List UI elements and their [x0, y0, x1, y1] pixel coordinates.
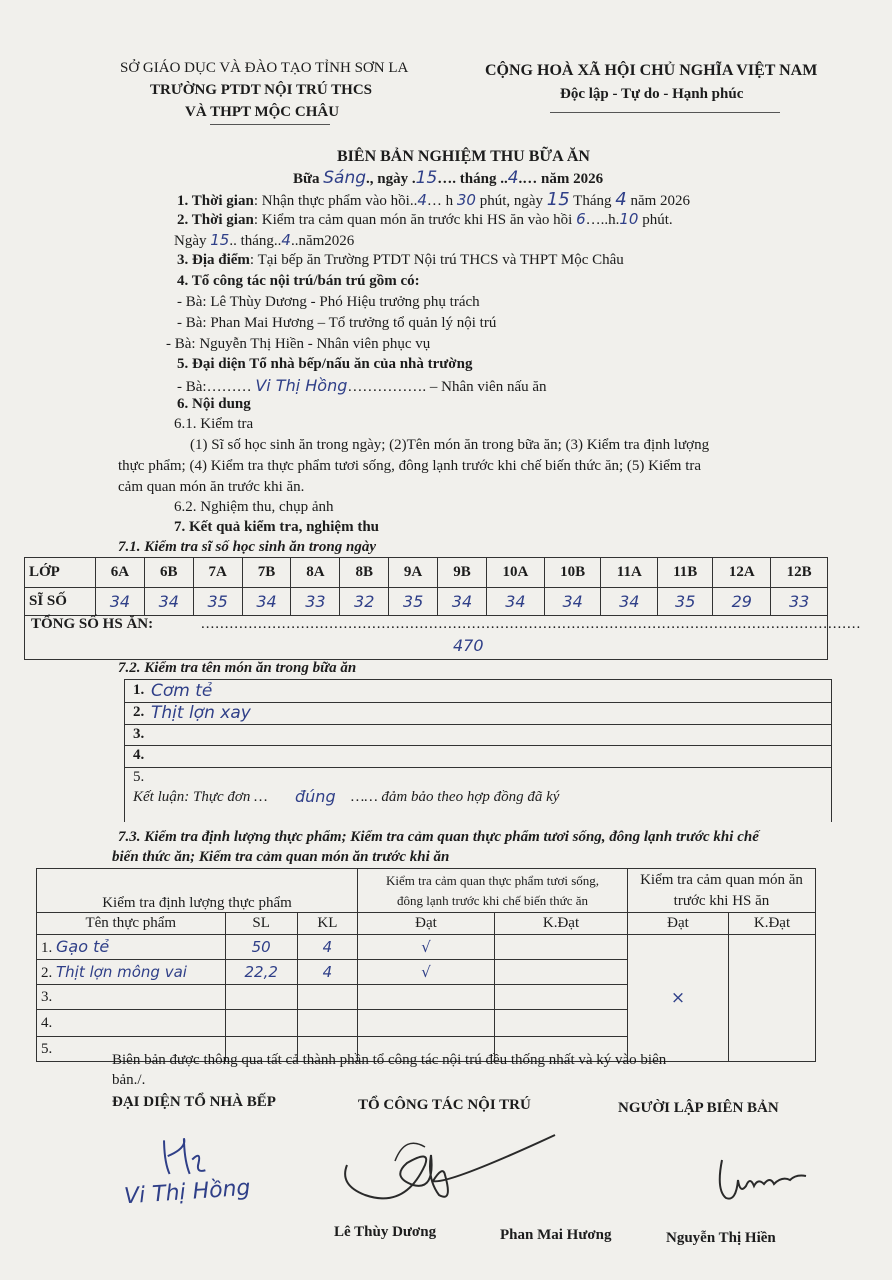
section-6-1-text-line2: thực phẩm; (4) Kiểm tra thực phẩm tươi sống, đông lạnh trước khi chế biến thức ăn; (5) Kiểm tra — [118, 458, 702, 474]
class-header: LỚP — [25, 558, 96, 588]
section-7-1-heading: 7.1. Kiểm tra sĩ số học sinh ăn trong ngày — [118, 539, 376, 555]
section-7-2-heading: 7.2. Kiểm tra tên món ăn trong bữa ăn — [118, 660, 357, 676]
section-2-time: 2. Thời gian: Kiểm tra cảm quan món ăn trước khi HS ăn vào hồi 6…..h.10 phút. — [177, 210, 673, 228]
closing-text-line2: bản./. — [112, 1072, 146, 1088]
cook-line: - Bà:……… Vi Thị Hồng……………. – Nhân viên nấu ăn — [177, 376, 547, 395]
signature-boarding-mark — [335, 1125, 575, 1225]
section-7-3-heading-line1: 7.3. Kiểm tra định lượng thực phẩm; Kiểm tra cảm quan thực phẩm tươi sống, đông lạnh trước khi chế — [118, 829, 759, 845]
food-row-5: 5. — [37, 1037, 816, 1062]
section-6-1-text-line3: cảm quan món ăn trước khi ăn. — [118, 479, 305, 495]
nation-motto: Độc lập - Tự do - Hạnh phúc — [560, 86, 744, 102]
member-1: - Bà: Lê Thùy Dương - Phó Hiệu trưởng phụ trách — [177, 294, 480, 310]
sig-header-recorder: NGƯỜI LẬP BIÊN BẢN — [618, 1100, 779, 1116]
food-row-2: 2. Thịt lợn mông vai 22,2 4 √ — [37, 960, 816, 985]
class-10b: 10B — [544, 558, 601, 588]
document-title: BIÊN BẢN NGHIỆM THU BỮA ĂN — [337, 148, 590, 165]
count-10b: 34 — [544, 588, 601, 616]
section-6-1-text-line1: (1) Sĩ số học sinh ăn trong ngày; (2)Tên món ăn trong bữa ăn; (3) Kiểm tra định lượng — [190, 437, 710, 453]
dish-row-5-conclusion: 5. Kết luận: Thực đơn … đúng …… đảm bảo theo hợp đồng đã ký — [133, 769, 560, 806]
count-9b: 34 — [438, 588, 487, 616]
dish-list — [124, 679, 832, 822]
count-header: SĨ SỐ — [25, 588, 96, 616]
sig-header-kitchen: ĐẠI DIỆN TỔ NHÀ BẾP — [112, 1094, 276, 1110]
fresh-check-header: Kiểm tra cảm quan thực phẩm tươi sống, đông lạnh trước khi chế biến thức ăn — [358, 869, 628, 913]
class-10a: 10A — [486, 558, 544, 588]
food-row-4: 4. — [37, 1010, 816, 1037]
section-7-heading: 7. Kết quả kiểm tra, nghiệm thu — [174, 519, 380, 535]
school-name-line1: TRƯỜNG PTDT NỘI TRÚ THCS — [150, 82, 372, 98]
sig-name-duong: Lê Thùy Dương — [334, 1224, 437, 1240]
section-3-location: 3. Địa điểm: Tại bếp ăn Trường PTDT Nội trú THCS và THPT Mộc Châu — [177, 252, 624, 268]
section-6-1: 6.1. Kiểm tra — [174, 416, 254, 432]
section-6-2: 6.2. Nghiệm thu, chụp ảnh — [174, 499, 334, 515]
total-value: 470 — [453, 636, 484, 655]
kl-header: KL — [297, 913, 357, 935]
dish-row-1: 1. Cơm tẻ — [125, 680, 831, 703]
count-11a: 34 — [601, 588, 658, 616]
before-pass-header: Đạt — [628, 913, 729, 935]
class-8a: 8A — [291, 558, 340, 588]
sig-name-huong: Phan Mai Hương — [500, 1227, 612, 1243]
food-check-table — [36, 868, 816, 1062]
section-5-heading: 5. Đại diện Tổ nhà bếp/nấu ăn của nhà trường — [177, 356, 473, 372]
before-eat-check-header: Kiểm tra cảm quan món ăn trước khi HS ăn — [628, 869, 816, 913]
nation-name: CỘNG HOÀ XÃ HỘI CHỦ NGHĨA VIỆT NAM — [485, 62, 818, 79]
count-12a: 29 — [713, 588, 771, 616]
dish-row-3: 3. — [125, 724, 831, 746]
section-6-heading: 6. Nội dung — [177, 396, 251, 412]
count-6b: 34 — [144, 588, 193, 616]
header-underline-left — [210, 124, 330, 125]
class-11a: 11A — [601, 558, 658, 588]
count-12b: 33 — [771, 588, 828, 616]
count-9a: 35 — [389, 588, 438, 616]
section-7-3-heading-line2: biến thức ăn; Kiểm tra cảm quan món ăn trước khi ăn — [112, 849, 450, 865]
section-2-date: Ngày 15.. tháng..4..năm2026 — [174, 231, 355, 249]
count-6a: 34 — [96, 588, 145, 616]
class-7a: 7A — [193, 558, 242, 588]
fresh-pass-header: Đạt — [358, 913, 495, 935]
class-9a: 9A — [389, 558, 438, 588]
count-7a: 35 — [193, 588, 242, 616]
count-10a: 34 — [486, 588, 544, 616]
before-fail-header: K.Đạt — [729, 913, 816, 935]
dish-row-2: 2. Thịt lợn xay — [125, 702, 831, 725]
count-7b: 34 — [242, 588, 291, 616]
quantity-check-header: Kiểm tra định lượng thực phẩm — [37, 869, 358, 913]
fresh-fail-header: K.Đạt — [495, 913, 628, 935]
school-name-line2: VÀ THPT MỘC CHÂU — [185, 104, 340, 120]
class-6b: 6B — [144, 558, 193, 588]
count-8b: 32 — [340, 588, 389, 616]
food-name-header: Tên thực phẩm — [37, 913, 226, 935]
department-name: SỞ GIÁO DỤC VÀ ĐÀO TẠO TỈNH SƠN LA — [120, 60, 409, 76]
class-11b: 11B — [658, 558, 713, 588]
class-6a: 6A — [96, 558, 145, 588]
dish-row-4: 4. — [125, 745, 831, 768]
class-12a: 12A — [713, 558, 771, 588]
count-11b: 35 — [658, 588, 713, 616]
sig-header-boarding: TỔ CÔNG TÁC NỘI TRÚ — [358, 1097, 531, 1113]
student-count-table — [24, 557, 862, 660]
sig-name-hien: Nguyễn Thị Hiền — [666, 1230, 776, 1246]
count-8a: 33 — [291, 588, 340, 616]
before-eat-pass-mark: × — [628, 935, 729, 1062]
meal-date-line: Bữa Sáng., ngày .15…. tháng ..4.… năm 2026 — [293, 168, 604, 188]
member-3: - Bà: Nguyễn Thị Hiền - Nhân viên phục vụ — [166, 336, 431, 352]
header-underline-right — [550, 112, 780, 113]
section-4-heading: 4. Tổ công tác nội trú/bán trú gồm có: — [177, 273, 420, 289]
sl-header: SL — [225, 913, 297, 935]
total-cell: TỔNG SỐ HS ĂN: ........................................................................................................................................... 470 — [25, 616, 828, 660]
section-1-time: 1. Thời gian: Nhận thực phẩm vào hồi..4… h 30 phút, ngày 15 Tháng 4 năm 2026 — [177, 189, 691, 210]
member-2: - Bà: Phan Mai Hương – Tổ trưởng tổ quản lý nội trú — [177, 315, 497, 331]
class-8b: 8B — [340, 558, 389, 588]
food-row-3: 3. — [37, 985, 816, 1010]
closing-text-line1: Biên bản được thông qua tất cả thành phần tổ công tác nội trú đều thống nhất và ký vào biên — [112, 1052, 667, 1068]
signature-kitchen-name: Vi Thị Hồng — [123, 1175, 252, 1210]
signature-recorder-mark — [712, 1150, 812, 1210]
food-row-1: 1. Gạo tẻ 50 4 √ × — [37, 935, 816, 960]
class-9b: 9B — [438, 558, 487, 588]
class-12b: 12B — [771, 558, 828, 588]
class-7b: 7B — [242, 558, 291, 588]
